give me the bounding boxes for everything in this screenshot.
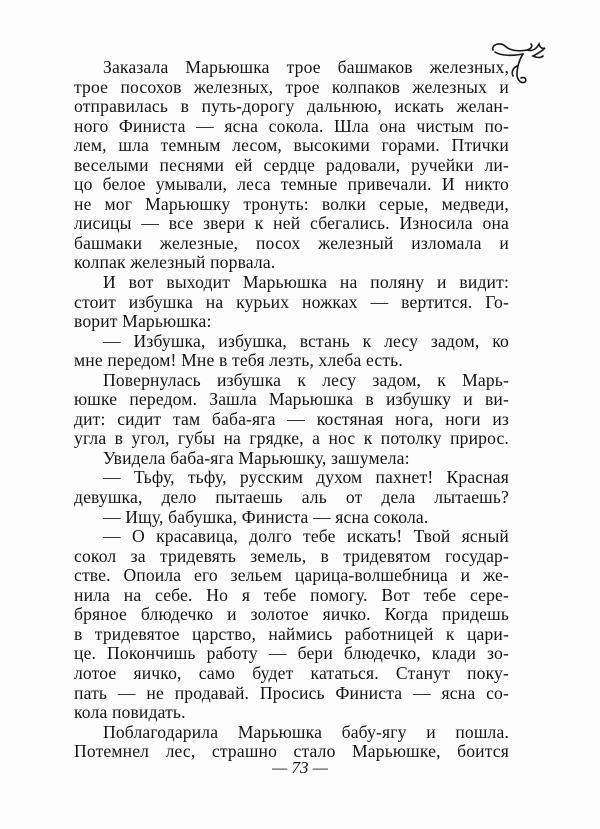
body-text bbox=[74, 58, 509, 762]
text-line: ного Финиста — ясна сокола. Шла она чистым по- bbox=[74, 115, 509, 136]
text-line: мне передом! Мне в тебя лезть, хлеба есть. bbox=[74, 350, 403, 371]
text-line: лем, шла темным лесом, высокими горами. Птички bbox=[74, 135, 509, 156]
text-line: бряное блюдечко и золотое яичко. Когда придешь bbox=[74, 604, 509, 625]
text-line: дит: сидит там баба-яга — костяная нога, ноги из bbox=[74, 408, 509, 429]
text-line: колпак железный порвала. bbox=[74, 252, 276, 273]
text-line: в тридевятое царство, наймись работницей к цари- bbox=[74, 623, 509, 644]
text-line: сокол за тридевять земель, в тридевятом государ- bbox=[74, 545, 509, 566]
text-line: ворит Марьюшка: bbox=[74, 311, 212, 332]
text-line: стве. Опоила его зельем царица-волшебница и же- bbox=[74, 565, 509, 586]
text-line: веселыми песнями ей сердце радовали, ручейки ли- bbox=[74, 154, 509, 175]
text-line: отправилась в путь-дорогу дальнюю, искать желан- bbox=[74, 96, 509, 117]
text-line: — О красавица, долго тебе искать! Твой ясный bbox=[103, 526, 509, 547]
text-line: угла в угол, губы на грядке, а нос к потолку прирос. bbox=[74, 428, 509, 449]
text-line: лотое яичко, само будет кататься. Станут поку- bbox=[74, 662, 509, 683]
text-line: трое посохов железных, трое колпаков железных и bbox=[74, 76, 509, 97]
text-line: не мог Марьюшку тронуть: волки серые, медведи, bbox=[74, 193, 509, 214]
text-line: нила на себе. Но я тебе помогу. Вот тебе сере- bbox=[74, 584, 509, 605]
text-line: — Ищу, бабушка, Финиста — ясна сокола. bbox=[103, 506, 429, 527]
text-line: Потемнел лес, страшно стало Марьюшке, боится bbox=[74, 741, 509, 762]
text-line: стоит избушка на курьих ножках — вертится. Го- bbox=[74, 291, 509, 312]
text-line: башмаки железные, посох железный изломала и bbox=[74, 232, 509, 253]
text-line: лисицы — все звери к ней сбегались. Износила она bbox=[74, 213, 509, 234]
text-line: пать — не продавай. Просись Финиста — ясна со- bbox=[74, 682, 509, 703]
text-line: Повернулась избушка к лесу задом, к Марь- bbox=[103, 369, 509, 390]
text-line: девушка, дело пытаешь аль от дела лытаешь? bbox=[74, 487, 509, 508]
text-line: цо белое умывали, леса темные привечали. И никто bbox=[74, 174, 509, 195]
text-line: Поблагодарила Марьюшка бабу-ягу и пошла. bbox=[103, 721, 509, 742]
text-line: юшке передом. Зашла Марьюшка в избушку и ви- bbox=[74, 389, 509, 410]
text-line: це. Покончишь работу — бери блюдечко, клади зо- bbox=[74, 643, 509, 664]
text-line: И вот выходит Марьюшка на поляну и видит: bbox=[103, 272, 509, 293]
page-number: — 73 — bbox=[272, 758, 328, 777]
text-line: Заказала Марьюшка трое башмаков железных, bbox=[103, 57, 509, 77]
text-line: Увидела баба-яга Марьюшку, зашумела: bbox=[103, 447, 410, 468]
text-line: кола повидать. bbox=[74, 702, 186, 723]
text-line: — Тьфу, тьфу, русским духом пахнет! Красная bbox=[103, 467, 509, 488]
text-line: — Избушка, избушка, встань к лесу задом, ко bbox=[103, 330, 509, 351]
